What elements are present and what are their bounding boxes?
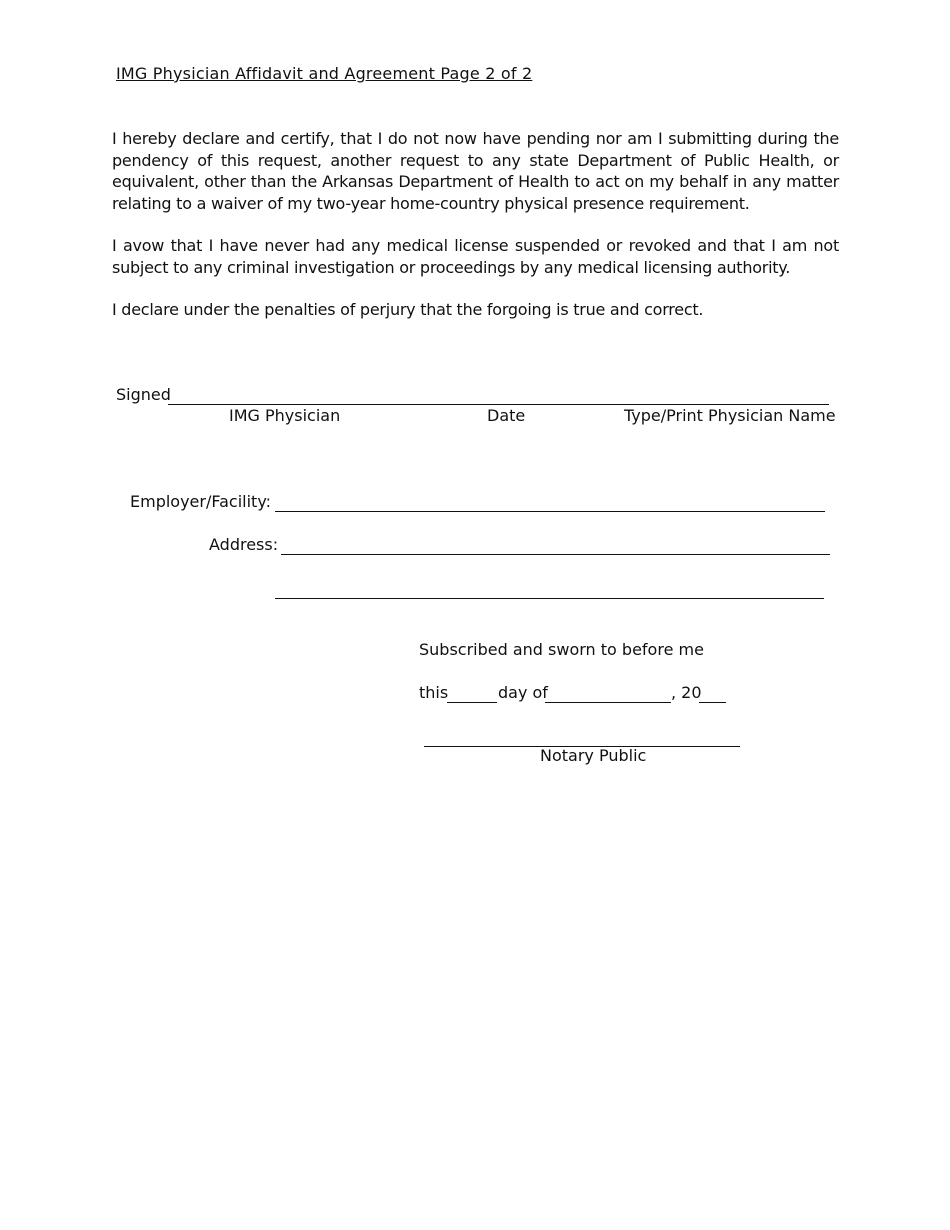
address-label: Address: — [209, 535, 279, 554]
employer-facility-label: Employer/Facility: — [130, 492, 272, 511]
caption-img-physician: IMG Physician — [229, 406, 341, 425]
year-prefix-label: , 20 — [671, 683, 702, 702]
year-suffix-field[interactable] — [699, 702, 726, 703]
day-of-label: day of — [498, 683, 548, 702]
notary-public-caption: Notary Public — [540, 746, 647, 765]
subscribed-sworn-text: Subscribed and sworn to before me — [419, 640, 704, 659]
month-field[interactable] — [545, 702, 671, 703]
employer-facility-field[interactable] — [275, 511, 825, 512]
signed-label: Signed — [116, 385, 171, 404]
day-number-field[interactable] — [447, 702, 497, 703]
address-field-line-1[interactable] — [281, 554, 830, 555]
page-title: IMG Physician Affidavit and Agreement Page 2 of 2 — [116, 64, 533, 83]
perjury-paragraph: I declare under the penalties of perjury that the forgoing is true and correct. — [112, 300, 704, 319]
signature-line[interactable] — [168, 404, 829, 405]
declaration-paragraph: I hereby declare and certify, that I do not now have pending nor am I submitting during the pendency of this request, another request to any state Department of Public Health, or equivalent, other than the Arkansas Department of Health to act on my behalf in any matter relating to a waiver of my two-year home-country physical presence requirement. — [112, 129, 839, 213]
address-field-line-2[interactable] — [275, 598, 824, 599]
caption-physician-name: Type/Print Physician Name — [624, 406, 836, 425]
caption-date: Date — [487, 406, 526, 425]
this-label: this — [419, 683, 449, 702]
avowal-paragraph: I avow that I have never had any medical license suspended or revoked and that I am not subject to any criminal investigation or proceedings by any medical licensing authority. — [112, 236, 839, 277]
